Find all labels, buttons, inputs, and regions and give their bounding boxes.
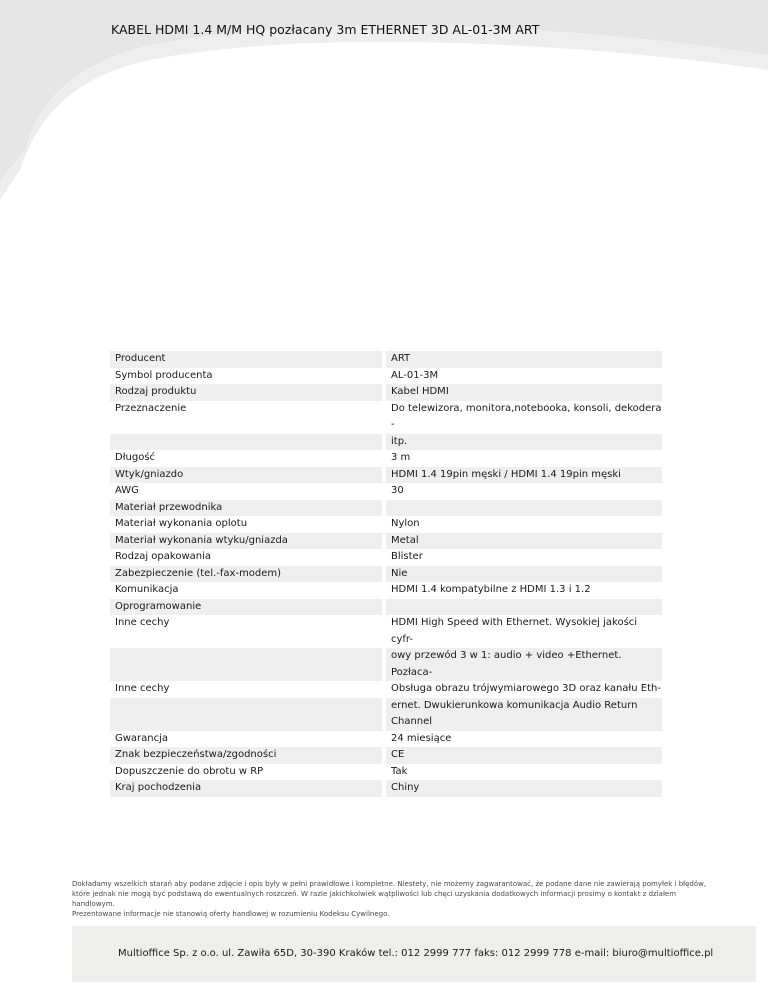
spec-value: Blister [386, 549, 662, 566]
spec-value: Obsługa obrazu trójwymiarowego 3D oraz kanału Eth- [386, 681, 662, 698]
spec-row [110, 599, 662, 616]
spec-value: 30 [386, 483, 662, 500]
spec-label: Znak bezpieczeństwa/zgodności [110, 747, 382, 764]
spec-label: Rodzaj opakowania [110, 549, 382, 566]
spec-row [110, 582, 662, 599]
spec-row [110, 450, 662, 467]
spec-label: Materiał wykonania oplotu [110, 516, 382, 533]
spec-row [110, 467, 662, 484]
spec-value: Metal [386, 533, 662, 550]
spec-label: Przeznaczenie [110, 401, 382, 434]
spec-value: ernet. Dwukierunkowa komunikacja Audio Return Channel [386, 698, 662, 731]
spec-row [110, 648, 662, 681]
spec-row [110, 500, 662, 517]
spec-row [110, 747, 662, 764]
spec-row [110, 351, 662, 368]
spec-value: AL-01-3M [386, 368, 662, 385]
spec-value: 3 m [386, 450, 662, 467]
disclaimer [72, 879, 712, 919]
disclaimer-line: które jednak nie mogą być podstawą do ewentualnych roszczeń. W razie jakichkolwiek wątpliwości lub chęci uzyskania dodatkowych informacji prosimy o kontakt z działem handlowym. [72, 890, 677, 908]
spec-row [110, 483, 662, 500]
spec-value: Chiny [386, 780, 662, 797]
footer-bar [72, 926, 756, 982]
spec-value: itp. [386, 434, 662, 451]
spec-value [386, 500, 662, 517]
spec-row [110, 566, 662, 583]
spec-value [386, 599, 662, 616]
spec-label: Wtyk/gniazdo [110, 467, 382, 484]
spec-row [110, 549, 662, 566]
spec-value: HDMI 1.4 kompatybilne z HDMI 1.3 i 1.2 [386, 582, 662, 599]
spec-row [110, 434, 662, 451]
footer-contact: Multioffice Sp. z o.o. ul. Zawiła 65D, 30-390 Kraków tel.: 012 2999 777 faks: 012 2999 778 e-mail: biuro@multioffice.pl [118, 948, 714, 959]
spec-value: HDMI High Speed with Ethernet. Wysokiej jakości cyfr- [386, 615, 662, 648]
spec-row [110, 516, 662, 533]
spec-label-continuation [110, 698, 382, 731]
spec-label: AWG [110, 483, 382, 500]
spec-table [110, 351, 662, 797]
spec-value: CE [386, 747, 662, 764]
spec-label: Materiał wykonania wtyku/gniazda [110, 533, 382, 550]
spec-label: Materiał przewodnika [110, 500, 382, 517]
spec-row [110, 368, 662, 385]
spec-value: Nylon [386, 516, 662, 533]
spec-label-continuation [110, 434, 382, 451]
spec-value: owy przewód 3 w 1: audio + video +Ethernet. Pozłaca- [386, 648, 662, 681]
spec-label: Inne cechy [110, 681, 382, 698]
disclaimer-line: Prezentowane informacje nie stanowią oferty handlowej w rozumieniu Kodeksu Cywilnego. [72, 910, 390, 918]
spec-label: Symbol producenta [110, 368, 382, 385]
spec-label: Gwarancja [110, 731, 382, 748]
spec-label: Rodzaj produktu [110, 384, 382, 401]
spec-label: Oprogramowanie [110, 599, 382, 616]
spec-row [110, 384, 662, 401]
spec-row [110, 615, 662, 648]
spec-row [110, 681, 662, 698]
spec-label: Dopuszczenie do obrotu w RP [110, 764, 382, 781]
spec-value: 24 miesiące [386, 731, 662, 748]
spec-label: Długość [110, 450, 382, 467]
spec-value: HDMI 1.4 19pin męski / HDMI 1.4 19pin męski [386, 467, 662, 484]
product-title: KABEL HDMI 1.4 M/M HQ pozłacany 3m ETHERNET 3D AL-01-3M ART [111, 22, 540, 37]
spec-row [110, 764, 662, 781]
spec-row [110, 698, 662, 731]
spec-label: Komunikacja [110, 582, 382, 599]
spec-value: Kabel HDMI [386, 384, 662, 401]
spec-row [110, 731, 662, 748]
spec-row [110, 780, 662, 797]
spec-row [110, 401, 662, 434]
spec-value: Nie [386, 566, 662, 583]
spec-label-continuation [110, 648, 382, 681]
spec-value: ART [386, 351, 662, 368]
spec-label: Kraj pochodzenia [110, 780, 382, 797]
spec-label: Zabezpieczenie (tel.-fax-modem) [110, 566, 382, 583]
disclaimer-line: Dokładamy wszelkich starań aby podane zdjęcie i opis były w pełni prawidłowe i kompletne. Niestety, nie możemy zagwarantować, że podane dane nie zawierają pomyłek i błędów, [72, 880, 707, 888]
spec-label: Producent [110, 351, 382, 368]
spec-label: Inne cechy [110, 615, 382, 648]
spec-row [110, 533, 662, 550]
spec-value: Do telewizora, monitora,notebooka, konsoli, dekodera - [386, 401, 662, 434]
spec-value: Tak [386, 764, 662, 781]
